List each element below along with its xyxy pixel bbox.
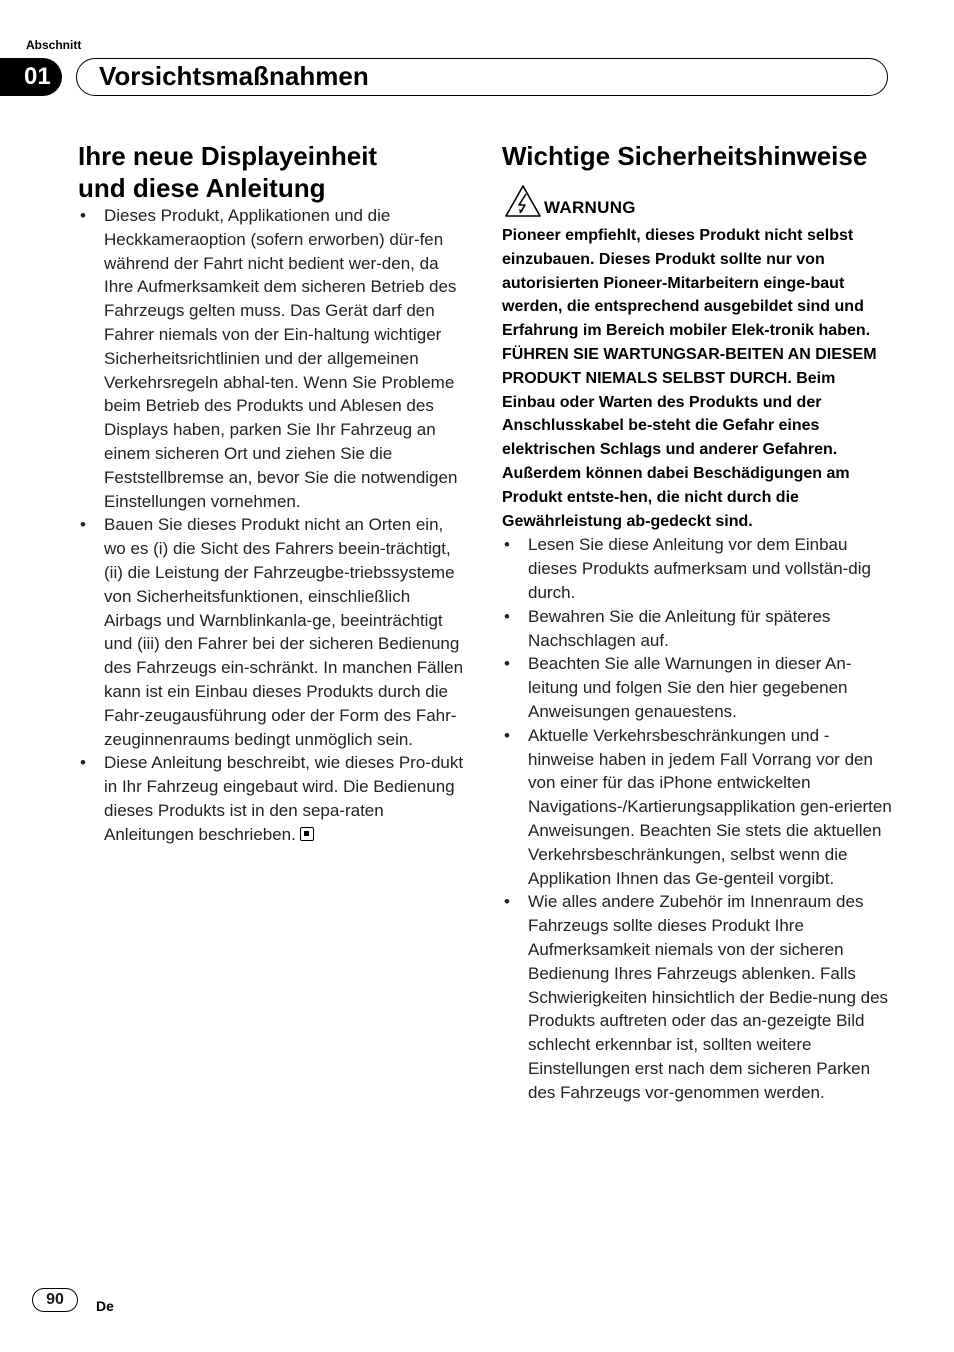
list-item <box>502 890 892 1104</box>
warning-header <box>502 184 892 218</box>
list-item-text: Bewahren Sie die Anleitung für späteres Nachschlagen auf. <box>528 606 831 650</box>
list-item-text: Bauen Sie dieses Produkt nicht an Orten ein, wo es (i) die Sicht des Fahrers beein-trächtigt, (ii) die Leistung der Fahrzeugbe-triebssysteme von Sicherheitsfunktionen, einschließlich Airbags und Warnblinkanla-ge, beeinträchtigt und (iii) den Fahrer bei der sicheren Bedienung des Fahrzeugs ein-schränkt. In manchen Fällen kann ist ein Einbau dieses Produkts durch die Fahr-zeugausführung oder der Form des Fahr-zeuginnenraums bedingt unmöglich sein. <box>104 515 464 749</box>
list-item-text: Wie alles andere Zubehör im Innenraum des Fahrzeugs sollte dieses Produkt Ihre Aufmerksamkeit niemals von der sicheren Bedienung Ihres Fahrzeugs ablenken. Falls Schwierigkeiten hinsichtlich der Bedie-nung des Produkts auftreten oder das an-gezeigte Bild schlecht erkennbar ist, sollten weitere Einstellungen erst nach dem sicheren Parken des Fahrzeugs vor-genommen werden. <box>528 892 889 1102</box>
list-item <box>502 533 892 604</box>
section-label: Abschnitt <box>26 38 82 52</box>
list-item <box>502 724 892 891</box>
page-number: 90 <box>32 1288 78 1312</box>
language-code: De <box>96 1298 114 1314</box>
list-item-text: Beachten Sie alle Warnungen in dieser An-leitung und folgen Sie den hier gegebenen Anweisungen genauestens. <box>528 654 852 721</box>
section-title-box <box>76 58 888 96</box>
left-heading <box>78 140 464 204</box>
list-item <box>502 605 892 653</box>
warning-triangle-icon <box>504 184 542 218</box>
list-item-text: Aktuelle Verkehrsbeschränkungen und -hinweise haben in jedem Fall Vorrang vor den von einer für das iPhone entwickelten Navigations-/Kartierungsapplikation gen-erierten Anweisungen. Beachten Sie stets die aktuellen Verkehrsbeschränkungen, selbst wenn die Applikation Ihnen das Ge-genteil vorgibt. <box>528 725 892 888</box>
end-of-section-icon <box>300 827 314 841</box>
list-item-text: Dieses Produkt, Applikationen und die Heckkameraoption (sofern erworben) dür-fen während der Fahrt nicht bedient wer-den, da Ihre Aufmerksamkeit dem sicheren Betrieb des Fahrzeugs gelten muss. Das Gerät darf den Fahrer niemals von der Ein-haltung wichtiger Sicherheitsrichtlinien und der allgemeinen Verkehrsregeln abhal-ten. Wenn Sie Probleme beim Betrieb des Produkts und Ablesen des Displays haben, parken Sie Ihr Fahrzeug an einem sicheren Ort und ziehen Sie die Feststellbremse an, bevor Sie die notwendigen Einstellungen vornehmen. <box>104 206 458 511</box>
list-item-text: Lesen Sie diese Anleitung vor dem Einbau dieses Produkts aufmerksam und vollstän-dig durch. <box>528 535 871 602</box>
right-heading: Wichtige Sicherheitshinweise <box>502 141 868 171</box>
section-number-tab: 01 <box>0 58 62 96</box>
left-heading-line1: Ihre neue Displayeinheit <box>78 141 378 171</box>
warning-text: Pioneer empfiehlt, dieses Produkt nicht selbst einzubauen. Dieses Produkt sollte nur von autorisierten Pioneer-Mitarbeitern einge-baut werden, die entsprechend ausgebildet sind und Erfahrung im Bereich mobiler Elek-tronik haben. FÜHREN SIE WARTUNGSAR-BEITEN AN DIESEM PRODUKT NIEMALS SELBST DURCH. Beim Einbau oder Warten des Produkts und der Anschlusskabel be-steht die Gefahr eines elektrischen Schlags und anderer Gefahren. Außerdem können dabei Beschädigungen am Produkt entste-hen, die nicht durch die Gewährleistung ab-gedeckt sind. <box>502 227 877 530</box>
left-bullet-list <box>78 204 464 847</box>
list-item <box>502 652 892 723</box>
list-item <box>78 204 464 513</box>
warning-label: WARNUNG <box>544 198 636 217</box>
list-item <box>78 513 464 751</box>
right-column <box>502 140 892 1104</box>
left-column <box>78 140 464 847</box>
section-title: Vorsichtsmaßnahmen <box>99 61 369 91</box>
list-item-text: Diese Anleitung beschreibt, wie dieses Pro-dukt in Ihr Fahrzeug eingebaut wird. Die Bedienung dieses Produkts ist in den sepa-raten Anleitungen beschrieben. <box>104 753 464 844</box>
right-bullet-list <box>502 533 892 1104</box>
left-heading-line2: und diese Anleitung <box>78 173 326 203</box>
list-item <box>78 751 464 846</box>
